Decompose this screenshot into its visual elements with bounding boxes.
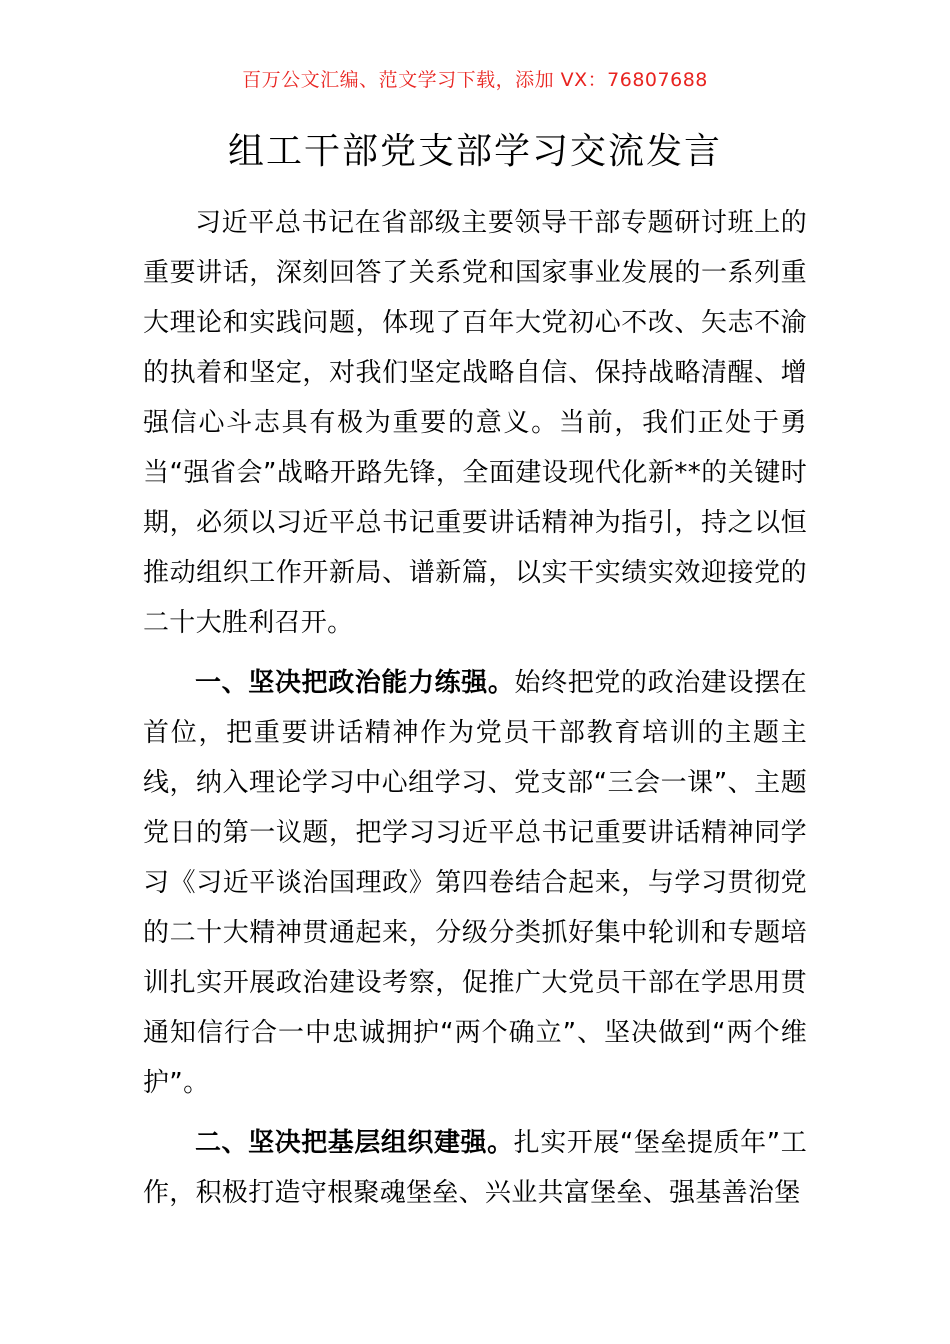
document-title: 组工干部党支部学习交流发言	[227, 131, 722, 172]
section-paragraph-2	[143, 1118, 807, 1218]
watermark-header: 百万公文汇编、范文学习下载，添加 VX：76807688	[242, 69, 708, 91]
section-paragraph-1	[143, 658, 807, 1108]
section-text-1: 始终把党的政治建设摆在首位，把重要讲话精神作为党员干部教育培训的主题主线，纳入理论学习中心组学习、党支部“三会一课”、主题党日的第一议题，把学习习近平总书记重要讲话精神同学习《习近平谈治国理政》第四卷结合起来，与学习贯彻党的二十大精神贯通起来，分级分类抓好集中轮训和专题培训扎实开展政治建设考察，促推广大党员干部在学思用贯通知信行合一中忠诚拥护“两个确立”、坚决做到“两个维护”。	[143, 668, 807, 1098]
section-heading-2: 二、坚决把基层组织建强。	[195, 1128, 514, 1158]
section-text-2: 扎实开展“堡垒提质年”工作，积极打造守根聚魂堡垒、兴业共富堡垒、强基善治堡	[143, 1128, 807, 1208]
document-body	[143, 198, 807, 1218]
section-heading-1: 一、坚决把政治能力练强。	[195, 668, 515, 698]
intro-paragraph: 习近平总书记在省部级主要领导干部专题研讨班上的重要讲话，深刻回答了关系党和国家事业发展的一系列重大理论和实践问题，体现了百年大党初心不改、矢志不渝的执着和坚定，对我们坚定战略自信、保持战略清醒、增强信心斗志具有极为重要的意义。当前，我们正处于勇当“强省会”战略开路先锋，全面建设现代化新**的关键时期，必须以习近平总书记重要讲话精神为指引，持之以恒推动组织工作开新局、谱新篇，以实干实绩实效迎接党的二十大胜利召开。	[143, 208, 807, 638]
